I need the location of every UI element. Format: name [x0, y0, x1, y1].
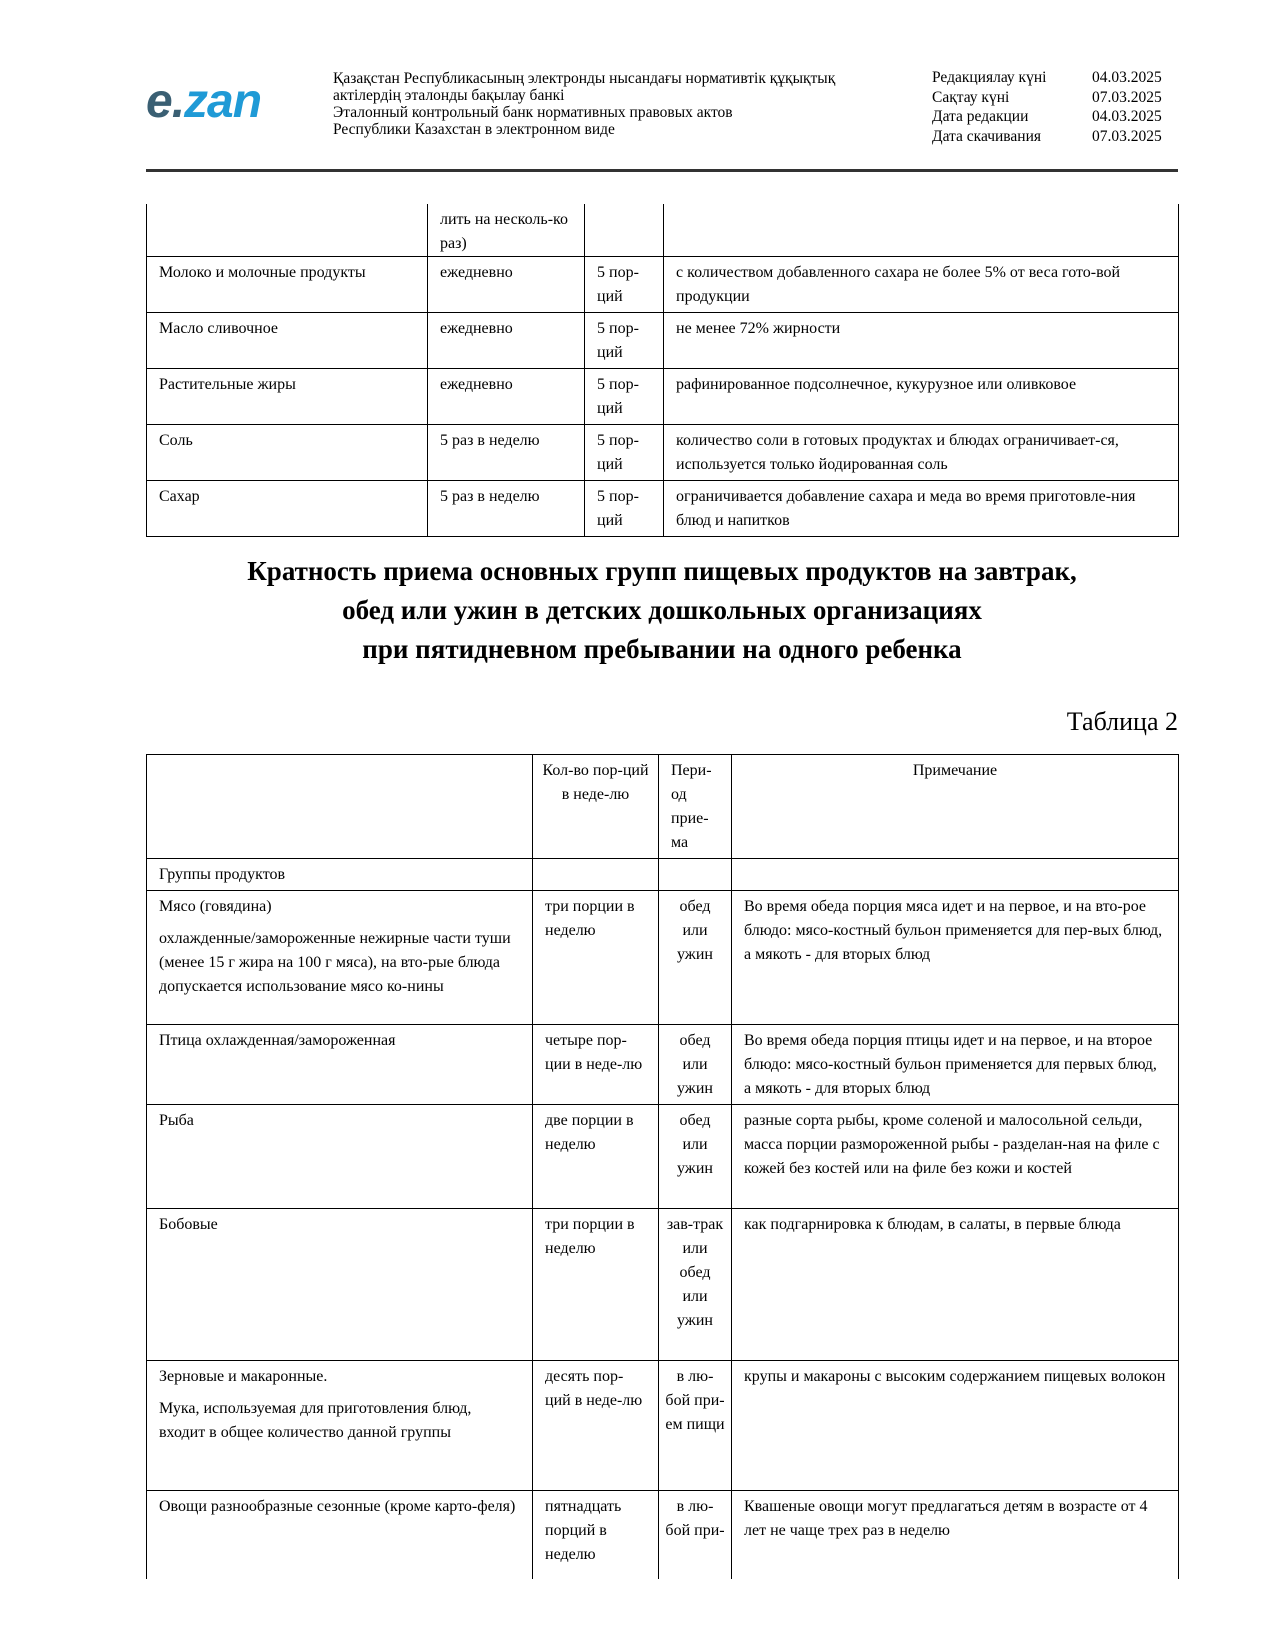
table-row: Мясо (говядина) охлажденные/замороженные нежирные части туши (менее 15 г жира на 100 г мяса), на вто-рые блюда допускается использование мясо ко-нины три порции в неделю обед или ужин Во время обеда порция мяса идет и на первое, и на вто-рое блюдо: мясо-костный бульон применяется для пер-вых блюд, а мякоть - для вторых блюд: [147, 891, 1179, 1025]
title-line: Кратность приема основных групп пищевых продуктов на завтрак,: [247, 556, 1077, 586]
table-row: Зерновые и макаронные. Мука, используемая для приготовления блюд, входит в общее количество данной группы десять пор-ций в неде-лю в лю-бой при-ем пищи крупы и макароны с высоким содержанием пищевых волокон: [147, 1361, 1179, 1491]
table-row: Сахар 5 раз в неделю 5 пор-ций ограничивается добавление сахара и меда во время приготовле-ния блюд и напитков: [147, 481, 1179, 537]
table-row: Рыба две порции в неделю обед или ужин разные сорта рыбы, кроме соленой и малосольной сельди, масса порции размороженной рыбы - разделан-ная на филе с кожей без костей или на филе без кожи и костей: [147, 1105, 1179, 1209]
table-row: Молоко и молочные продукты ежедневно 5 пор-ций с количеством добавленного сахара не более 5% от веса гото-вой продукции: [147, 257, 1179, 313]
table-2: [146, 754, 1179, 1579]
title-line: обед или ужин в детских дошкольных организациях: [342, 595, 982, 625]
header-organization: [333, 70, 835, 138]
header-line: Қазақстан Республикасының электронды нысандағы нормативтік құқықтық: [333, 70, 836, 87]
table-row: Масло сливочное ежедневно 5 пор-ций не менее 72% жирности: [147, 313, 1179, 369]
group-label-row: Группы продуктов: [147, 859, 1179, 891]
header-dates: [932, 68, 1162, 146]
meta-row: Сақтау күні 07.03.2025: [932, 88, 1162, 106]
ezan-logo: e.zan: [146, 75, 262, 128]
table-row: Соль 5 раз в неделю 5 пор-ций количество соли в готовых продуктах и блюдах ограничивает-ся, используется только йодированная соль: [147, 425, 1179, 481]
meta-row: Дата скачивания 07.03.2025: [932, 127, 1162, 145]
header-line: Эталонный контрольный банк нормативных правовых актов: [333, 104, 733, 121]
meta-row: Редакциялау күні 04.03.2025: [932, 69, 1162, 86]
table-row: Овощи разнообразные сезонные (кроме карто-феля) пятнадцать порций в неделю в лю-бой при- Квашеные овощи могут предлагаться детям в возрасте от 4 лет не чаще трех раз в неделю: [147, 1491, 1179, 1579]
section-title: [146, 552, 1178, 669]
header-line: Республики Казахстан в электронном виде: [333, 121, 615, 138]
table-label: Таблица 2: [1066, 707, 1178, 736]
header-line: актілердің эталонды бақылау банкі: [333, 87, 565, 104]
table-row: Бобовые три порции в неделю зав-трак или обед или ужин как подгарнировка к блюдам, в салаты, в первые блюда: [147, 1209, 1179, 1361]
table-1: [146, 204, 1179, 537]
title-line: при пятидневном пребывании на одного ребенка: [362, 634, 962, 664]
table-row: Птица охлажденная/замороженная четыре пор-ции в неде-лю обед или ужин Во время обеда порция птицы идет и на первое, и на второе блюдо: мясо-костный бульон применяется для первых блюд, а мякоть - для вторых блюд: [147, 1025, 1179, 1105]
table-row: Растительные жиры ежедневно 5 пор-ций рафинированное подсолнечное, кукурузное или оливковое: [147, 369, 1179, 425]
meta-row: Дата редакции 04.03.2025: [932, 108, 1162, 125]
table-row: лить на несколь-ко раз): [147, 204, 1179, 257]
table-header-row: Кол-во пор-ций в неде-лю Пери-од прие-ма Примечание: [147, 755, 1179, 859]
header-divider: [146, 169, 1178, 172]
